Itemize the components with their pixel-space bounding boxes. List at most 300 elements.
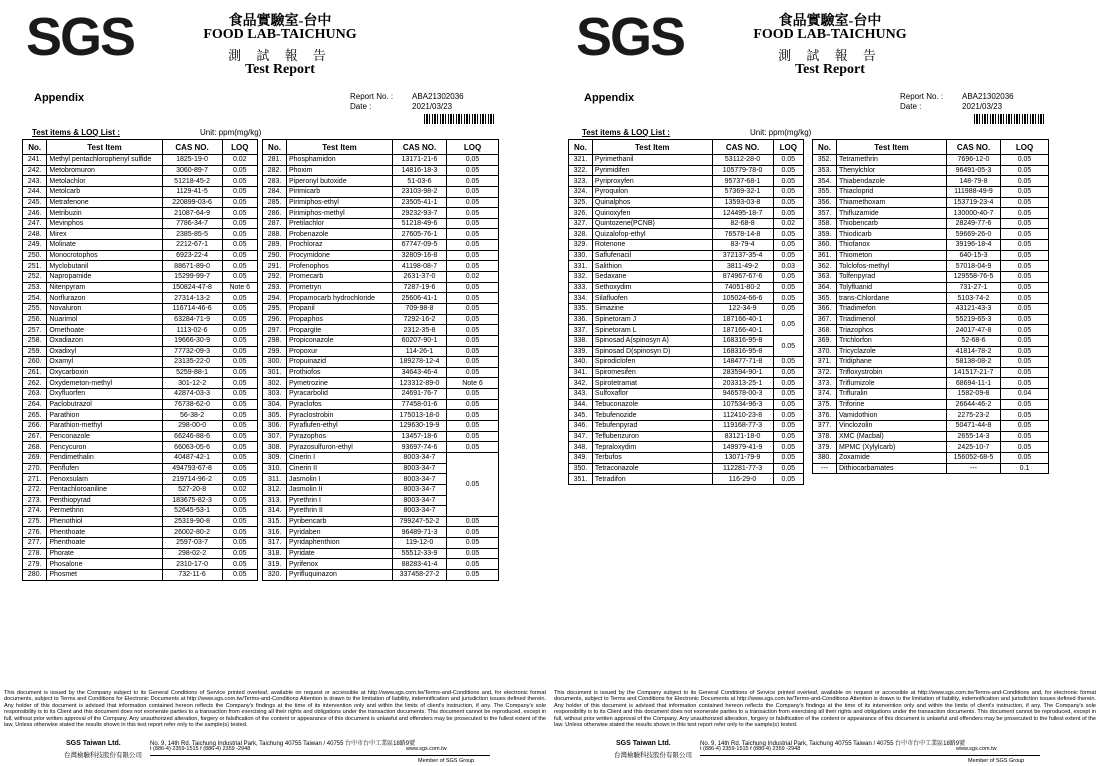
- row-test-item: Nitenpyram: [47, 282, 162, 293]
- row-test-item: Pyridaben: [287, 527, 393, 538]
- row-loq: 0.05: [773, 335, 803, 356]
- table-row: [23, 325, 258, 336]
- row-cas: 114-26-1: [393, 346, 447, 357]
- row-test-item: MPMC (Xylylcarb): [837, 442, 947, 453]
- row-test-item: Metolachlor: [47, 176, 162, 187]
- row-loq: 0.05: [1001, 186, 1049, 197]
- row-no: 276.: [23, 527, 47, 538]
- row-loq: 0.05: [222, 208, 258, 219]
- row-loq: 0.02: [447, 272, 499, 283]
- row-cas: 874967-67-6: [712, 272, 773, 283]
- row-loq: 0.05: [222, 389, 258, 400]
- list-title: Test items & LOQ List :: [32, 128, 120, 137]
- row-test-item: Parathion: [47, 410, 162, 421]
- row-loq: 0.05: [773, 421, 803, 432]
- row-test-item: Metobromuron: [47, 165, 162, 176]
- row-no: 346.: [569, 421, 593, 432]
- row-loq: 0.03: [773, 261, 803, 272]
- col-no: No.: [23, 140, 47, 155]
- row-test-item: Pyrifenox: [287, 559, 393, 570]
- table-row: [23, 250, 258, 261]
- row-no: 332.: [569, 272, 593, 283]
- row-no: 255.: [23, 303, 47, 314]
- row-loq: 0.05: [222, 218, 258, 229]
- col-loq: LOQ: [1001, 140, 1049, 155]
- row-cas: 60207-90-1: [393, 335, 447, 346]
- row-loq: 0.05: [222, 240, 258, 251]
- row-test-item: Dithiocarbamates: [837, 463, 947, 474]
- row-loq: 0.05: [773, 197, 803, 208]
- row-loq: 0.05: [1001, 378, 1049, 389]
- row-loq: 0.05: [1001, 229, 1049, 240]
- table-row: [263, 325, 499, 336]
- row-cas: 55219-65-3: [947, 314, 1001, 325]
- col-test-item: Test Item: [287, 140, 393, 155]
- table-row: [813, 463, 1049, 474]
- row-no: 322.: [569, 165, 593, 176]
- row-loq: 0.05: [1001, 346, 1049, 357]
- row-no: 318.: [263, 548, 287, 559]
- table-row: [263, 548, 499, 559]
- table-row: [263, 410, 499, 421]
- row-loq: 0.05: [773, 176, 803, 187]
- row-cas: 13071-79-9: [712, 452, 773, 463]
- row-no: 370.: [813, 346, 837, 357]
- row-loq: 0.02: [222, 155, 258, 166]
- row-cas: 372137-35-4: [712, 250, 773, 261]
- lab-name-zh: 食品實驗室-台中: [228, 14, 332, 29]
- row-test-item: XMC (Macbal): [837, 431, 947, 442]
- row-loq: 0.05: [447, 527, 499, 538]
- row-no: 245.: [23, 197, 47, 208]
- row-cas: 2385-85-5: [162, 229, 222, 240]
- loq-table-right-1: [568, 139, 804, 485]
- table-row: [569, 378, 804, 389]
- row-loq: 0.02: [222, 484, 258, 495]
- row-no: 259.: [23, 346, 47, 357]
- row-test-item: Jasmolin I: [287, 474, 393, 485]
- table-row: [569, 367, 804, 378]
- row-cas: 112281-77-3: [712, 463, 773, 474]
- disclaimer: This document is issued by the Company subject to its General Conditions of Service printed overleaf, available on request or accessible at http://www.sgs.com.tw/Terms-and-Conditions and, for electronic format documents, subject to Terms and Conditions for Electronic Documents at http://www.sgs.com.tw/Terms-and-Conditions Attention is drawn to the limitation of liability, indemnification and jurisdiction issues defined therein. Any holder of this document is advised that information contained hereon reflects the Company's findings at the time of its intervention only and within the limits of client's instruction, if any. The Company's sole responsibility is to its Client and this document does not exonerate parties to a transaction from exercising all their rights and obligations under the transaction documents. This document cannot be reproduced, except in full, without prior written approval of the Company. Any unauthorized alteration, forgery or falsification of the content or appearance of this document is unlawful and offenders may be prosecuted to the fullest extent of the law. Unless otherwise stated the results shown in this test report refer only to the sample(s) tested.: [554, 690, 1096, 729]
- row-cas: 1129-41-5: [162, 186, 222, 197]
- disclaimer: This document is issued by the Company subject to its General Conditions of Service printed overleaf, available on request or accessible at http://www.sgs.com.tw/Terms-and-Conditions and, for electronic format documents, subject to Terms and Conditions for Electronic Documents at http://www.sgs.com.tw/Terms-and-Conditions Attention is drawn to the limitation of liability, indemnification and jurisdiction issues defined therein. Any holder of this document is advised that information contained hereon reflects the Company's findings at the time of its intervention only and within the limits of client's instruction, if any. The Company's sole responsibility is to its Client and this document does not exonerate parties to a transaction from exercising all their rights and obligations under the transaction documents. This document cannot be reproduced, except in full, without prior written approval of the Company. Any unauthorized alteration, forgery or falsification of the content or appearance of this document is unlawful and offenders may be prosecuted to the fullest extent of the law. Unless otherwise stated the results shown in this test report refer only to the sample(s) tested.: [4, 690, 546, 729]
- row-test-item: Prothiofos: [287, 367, 393, 378]
- row-loq: 0.05: [773, 463, 803, 474]
- row-test-item: Molinate: [47, 240, 162, 251]
- row-no: 330.: [569, 250, 593, 261]
- row-loq: 0.05: [447, 389, 499, 400]
- row-test-item: Cinerin II: [287, 463, 393, 474]
- row-test-item: Phosmet: [47, 569, 162, 580]
- row-test-item: Spinetoram J: [592, 314, 712, 325]
- col-loq: LOQ: [773, 140, 803, 155]
- row-cas: 82-68-8: [712, 218, 773, 229]
- row-cas: 107534-96-3: [712, 399, 773, 410]
- row-test-item: Oxycarboxin: [47, 367, 162, 378]
- row-no: 303.: [263, 389, 287, 400]
- row-no: 339.: [569, 346, 593, 357]
- row-cas: 88283-41-4: [393, 559, 447, 570]
- row-test-item: Oxadiazon: [47, 335, 162, 346]
- row-no: 328.: [569, 229, 593, 240]
- row-loq: 0.05: [447, 431, 499, 442]
- row-test-item: Spinetoram L: [592, 325, 712, 336]
- table-row: [813, 261, 1049, 272]
- row-cas: 27605-76-1: [393, 229, 447, 240]
- barcode: [424, 114, 496, 124]
- row-no: 275.: [23, 516, 47, 527]
- row-test-item: Teflubenzuron: [592, 431, 712, 442]
- row-loq: 0.05: [773, 357, 803, 368]
- table-row: [569, 218, 804, 229]
- row-test-item: Oxydemeton-methyl: [47, 378, 162, 389]
- row-cas: 105024-66-6: [712, 293, 773, 304]
- row-no: 326.: [569, 208, 593, 219]
- row-no: 314.: [263, 506, 287, 517]
- table-row: [569, 314, 804, 325]
- row-loq: 0.05: [1001, 399, 1049, 410]
- row-loq: 0.05: [222, 399, 258, 410]
- table-row: [813, 250, 1049, 261]
- report-no-label: Report No. :: [350, 92, 394, 101]
- row-no: 257.: [23, 325, 47, 336]
- table-row: [23, 516, 258, 527]
- row-no: 296.: [263, 314, 287, 325]
- row-loq: 0.05: [1001, 176, 1049, 187]
- row-no: 372.: [813, 367, 837, 378]
- row-loq: 0.05: [222, 559, 258, 570]
- row-test-item: Pyrimidifen: [592, 165, 712, 176]
- row-test-item: Propoxur: [287, 346, 393, 357]
- table-row: [813, 442, 1049, 453]
- table-row: [23, 208, 258, 219]
- row-loq: 0.05: [222, 452, 258, 463]
- table-row: [263, 176, 499, 187]
- row-no: 366.: [813, 303, 837, 314]
- row-loq: 0.05: [1001, 261, 1049, 272]
- table-row: [263, 569, 499, 580]
- report-title-en: Test Report: [795, 62, 865, 77]
- row-loq: 0.05: [1001, 282, 1049, 293]
- row-no: 343.: [569, 389, 593, 400]
- row-no: 323.: [569, 176, 593, 187]
- row-no: 302.: [263, 378, 287, 389]
- row-cas: 55512-33-9: [393, 548, 447, 559]
- row-cas: 2310-17-0: [162, 559, 222, 570]
- row-test-item: Sulfoxaflor: [592, 389, 712, 400]
- row-cas: 51-03-6: [393, 176, 447, 187]
- row-no: 267.: [23, 431, 47, 442]
- row-cas: 709-98-8: [393, 303, 447, 314]
- table-row: [569, 357, 804, 368]
- loq-table-left-2: [262, 139, 499, 581]
- row-test-item: Tolfenpyrad: [837, 272, 947, 283]
- row-cas: 58138-08-2: [947, 357, 1001, 368]
- row-test-item: Metolcarb: [47, 186, 162, 197]
- row-no: 345.: [569, 410, 593, 421]
- row-cas: 23505-41-1: [393, 197, 447, 208]
- row-no: 336.: [569, 314, 593, 325]
- row-loq: 0.05: [447, 293, 499, 304]
- row-loq: 0.05: [447, 261, 499, 272]
- row-loq: 0.05: [773, 155, 803, 166]
- row-no: 351.: [569, 474, 593, 485]
- row-test-item: Saflufenacil: [592, 250, 712, 261]
- row-test-item: Phenthoate: [47, 527, 162, 538]
- row-cas: 168316-95-8: [712, 335, 773, 346]
- row-no: 252.: [23, 272, 47, 283]
- row-loq: 0.05: [222, 421, 258, 432]
- table-row: [569, 399, 804, 410]
- row-no: 258.: [23, 335, 47, 346]
- row-no: 301.: [263, 367, 287, 378]
- col-test-item: Test Item: [592, 140, 712, 155]
- row-test-item: Spirodiclofen: [592, 357, 712, 368]
- row-loq: 0.05: [222, 272, 258, 283]
- row-cas: 122-34-9: [712, 303, 773, 314]
- row-test-item: Trifluralin: [837, 389, 947, 400]
- row-test-item: Parathion-methyl: [47, 421, 162, 432]
- row-loq: 0.05: [447, 346, 499, 357]
- row-cas: 183675-82-3: [162, 495, 222, 506]
- row-loq: 0.05: [222, 569, 258, 580]
- row-cas: 66246-88-6: [162, 431, 222, 442]
- row-loq: 0.05: [1001, 250, 1049, 261]
- row-no: 247.: [23, 218, 47, 229]
- row-loq: 0.05: [222, 357, 258, 368]
- row-cas: 129630-19-9: [393, 421, 447, 432]
- row-cas: 337458-27-2: [393, 569, 447, 580]
- table-row: [813, 346, 1049, 357]
- row-test-item: Pyrazosulfuron-ethyl: [287, 442, 393, 453]
- row-no: 359.: [813, 229, 837, 240]
- row-loq: 0.05: [447, 240, 499, 251]
- footer-divider: [150, 755, 490, 756]
- table-row: [813, 155, 1049, 166]
- table-row: [813, 410, 1049, 421]
- row-cas: 116-29-0: [712, 474, 773, 485]
- row-no: 256.: [23, 314, 47, 325]
- row-loq: 0.05: [222, 335, 258, 346]
- row-cas: 7786-34-7: [162, 218, 222, 229]
- row-cas: 7287-19-6: [393, 282, 447, 293]
- table-row: [263, 272, 499, 283]
- row-no: 312.: [263, 484, 287, 495]
- row-test-item: Prochloraz: [287, 240, 393, 251]
- row-test-item: Thiacloprid: [837, 186, 947, 197]
- table-row: [569, 293, 804, 304]
- row-no: 299.: [263, 346, 287, 357]
- table-row: [569, 165, 804, 176]
- company-name-zh: 台灣檢驗科技股份有限公司: [64, 752, 142, 759]
- row-no: 294.: [263, 293, 287, 304]
- row-test-item: Pyrifluquinazon: [287, 569, 393, 580]
- row-test-item: Tridiphane: [837, 357, 947, 368]
- row-loq: 0.05: [447, 186, 499, 197]
- company-name-en: SGS Taiwan Ltd.: [616, 740, 671, 747]
- row-test-item: Tolclofos-methyl: [837, 261, 947, 272]
- row-cas: 946578-00-3: [712, 389, 773, 400]
- row-test-item: Propiconazole: [287, 335, 393, 346]
- row-no: 378.: [813, 431, 837, 442]
- table-row: [813, 186, 1049, 197]
- table-row: [23, 569, 258, 580]
- row-loq: 0.05: [1001, 442, 1049, 453]
- row-test-item: Tetraconazole: [592, 463, 712, 474]
- table-row: [23, 431, 258, 442]
- row-test-item: Penoxsulam: [47, 474, 162, 485]
- row-test-item: Triadimenol: [837, 314, 947, 325]
- table-row: [569, 421, 804, 432]
- table-row: [23, 548, 258, 559]
- row-no: 277.: [23, 538, 47, 549]
- row-loq: 0.05: [1001, 367, 1049, 378]
- row-loq: 0.1: [1001, 463, 1049, 474]
- row-cas: 494793-67-8: [162, 463, 222, 474]
- row-no: 309.: [263, 452, 287, 463]
- row-cas: 150824-47-8: [162, 282, 222, 293]
- table-row: [23, 474, 258, 485]
- row-cas: 83121-18-0: [712, 431, 773, 442]
- row-test-item: Phosalone: [47, 559, 162, 570]
- row-no: 375.: [813, 399, 837, 410]
- row-test-item: Sedaxane: [592, 272, 712, 283]
- row-no: 361.: [813, 250, 837, 261]
- row-loq: 0.05: [1001, 303, 1049, 314]
- date: 2021/03/23: [962, 102, 1003, 111]
- row-no: 338.: [569, 335, 593, 346]
- table-row: [263, 155, 499, 166]
- row-loq: 0.05: [773, 410, 803, 421]
- table-row: [23, 282, 258, 293]
- row-test-item: Pretilachlor: [287, 218, 393, 229]
- col-cas: CAS NO.: [712, 140, 773, 155]
- table-row: [23, 272, 258, 283]
- row-test-item: Pyrethrin I: [287, 495, 393, 506]
- row-test-item: Thiofanox: [837, 240, 947, 251]
- row-cas: 15299-99-7: [162, 272, 222, 283]
- row-test-item: Pirimiphos-ethyl: [287, 197, 393, 208]
- row-test-item: Oxamyl: [47, 357, 162, 368]
- row-test-item: Tebufenozide: [592, 410, 712, 421]
- row-no: 348.: [569, 442, 593, 453]
- row-no: 278.: [23, 548, 47, 559]
- table-row: [813, 165, 1049, 176]
- row-cas: 3060-89-7: [162, 165, 222, 176]
- row-no: 320.: [263, 569, 287, 580]
- table-row: [569, 197, 804, 208]
- row-no: 327.: [569, 218, 593, 229]
- row-cas: 148-79-8: [947, 176, 1001, 187]
- member-of-sgs: Member of SGS Group: [968, 758, 1025, 764]
- row-no: 360.: [813, 240, 837, 251]
- col-test-item: Test Item: [837, 140, 947, 155]
- row-loq: 0.05: [222, 367, 258, 378]
- row-loq: 0.05: [1001, 452, 1049, 463]
- table-row: [569, 410, 804, 421]
- row-loq: 0.05: [1001, 421, 1049, 432]
- row-loq: 0.05: [222, 538, 258, 549]
- row-no: 354.: [813, 176, 837, 187]
- row-cas: 95737-68-1: [712, 176, 773, 187]
- row-no: 310.: [263, 463, 287, 474]
- row-cas: ---: [947, 463, 1001, 474]
- table-row: [569, 240, 804, 251]
- row-no: 289.: [263, 240, 287, 251]
- company-name-zh: 台灣檢驗科技股份有限公司: [614, 752, 692, 759]
- table-row: [569, 282, 804, 293]
- row-no: 241.: [23, 155, 47, 166]
- company-phone: t (886-4) 2359-1515 f (886-4) 2359 -2948: [150, 746, 251, 752]
- table-row: [569, 155, 804, 166]
- row-cas: 8003-34-7: [393, 474, 447, 485]
- lab-name-en: FOOD LAB-TAICHUNG: [753, 27, 907, 42]
- row-no: 356.: [813, 197, 837, 208]
- table-row: [263, 431, 499, 442]
- table-row: [569, 474, 804, 485]
- row-no: 362.: [813, 261, 837, 272]
- row-loq: 0.05: [447, 165, 499, 176]
- row-test-item: Propargite: [287, 325, 393, 336]
- row-test-item: Pyraclofos: [287, 399, 393, 410]
- row-loq: 0.05: [222, 186, 258, 197]
- row-test-item: Promecarb: [287, 272, 393, 283]
- row-cas: 24691-76-7: [393, 389, 447, 400]
- row-test-item: Pyridate: [287, 548, 393, 559]
- row-no: 334.: [569, 293, 593, 304]
- company-address: No. 9, 14th Rd. Taichung Industrial Park, Taichung 40755 Taiwan / 40755 台中市台中工業區18路9號: [150, 741, 416, 747]
- row-cas: 67747-09-5: [393, 240, 447, 251]
- row-cas: 149979-41-9: [712, 442, 773, 453]
- row-no: 365.: [813, 293, 837, 304]
- row-test-item: Thiamethoxam: [837, 197, 947, 208]
- row-cas: 8003-34-7: [393, 495, 447, 506]
- row-no: 341.: [569, 367, 593, 378]
- row-test-item: Trichlorfon: [837, 335, 947, 346]
- table-row: [23, 240, 258, 251]
- row-cas: 148477-71-8: [712, 357, 773, 368]
- table-row: [263, 261, 499, 272]
- row-test-item: Pyrethrin II: [287, 506, 393, 517]
- row-test-item: Vinclozolin: [837, 421, 947, 432]
- row-no: 287.: [263, 218, 287, 229]
- table-row: [263, 559, 499, 570]
- table-row: [23, 261, 258, 272]
- row-cas: 34643-46-4: [393, 367, 447, 378]
- row-loq: 0.05: [447, 325, 499, 336]
- row-loq: 0.05: [773, 303, 803, 314]
- row-test-item: Tetradifon: [592, 474, 712, 485]
- row-no: 374.: [813, 389, 837, 400]
- row-cas: 25319-90-8: [162, 516, 222, 527]
- row-test-item: Pentachloroaniline: [47, 484, 162, 495]
- table-row: [569, 186, 804, 197]
- row-no: 283.: [263, 176, 287, 187]
- row-cas: 799247-52-2: [393, 516, 447, 527]
- loq-table-right-2: [812, 139, 1049, 474]
- row-test-item: Thiobencarb: [837, 218, 947, 229]
- row-cas: 283594-90-1: [712, 367, 773, 378]
- row-no: 352.: [813, 155, 837, 166]
- row-test-item: Phosphamidon: [287, 155, 393, 166]
- row-no: 260.: [23, 357, 47, 368]
- table-row: [263, 367, 499, 378]
- row-no: 340.: [569, 357, 593, 368]
- table-row: [23, 463, 258, 474]
- row-test-item: Paclobutrazol: [47, 399, 162, 410]
- table-row: [263, 378, 499, 389]
